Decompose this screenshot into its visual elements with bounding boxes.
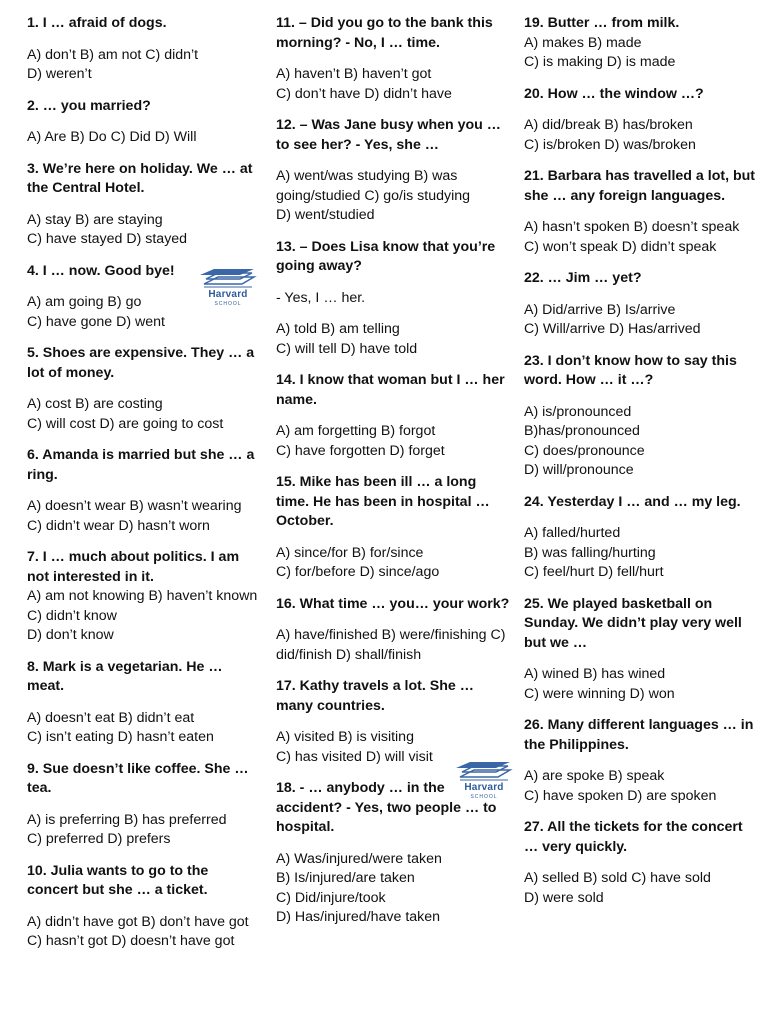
logo-subtitle: SCHOOL	[470, 794, 498, 800]
question-stem: 5. Shoes are expensive. They … a lot of money.	[27, 345, 255, 381]
answer-options: A) are spoke B) speak C) have spoken D) are spoken	[524, 768, 717, 804]
answer-options: A) Was/injured/were taken B) Is/injured/are taken C) Did/injure/took D) Has/injured/have taken	[276, 850, 442, 925]
question-22	[524, 269, 758, 340]
question-26	[524, 716, 758, 806]
answer-options: A) falled/hurted B) was falling/hurting C) feel/hurt D) fell/hurt	[524, 525, 664, 580]
question-2	[27, 97, 259, 148]
question-stem: 2. … you married?	[27, 97, 151, 114]
logo-subtitle: SCHOOL	[214, 301, 242, 307]
question-stem: 6. Amanda is married but she … a ring.	[27, 447, 255, 483]
question-stem: 12. – Was Jane busy when you … to see her? - Yes, she …	[276, 117, 501, 153]
question-stem: 25. We played basketball on Sunday. We didn’t play very well but we …	[524, 595, 742, 651]
question-11	[276, 14, 512, 104]
question-stem: 10. Julia wants to go to the concert but she … a ticket.	[27, 862, 209, 898]
question-stem: 3. We’re here on holiday. We … at the Central Hotel.	[27, 160, 253, 196]
question-15	[276, 473, 512, 583]
answer-options: A) have/finished B) were/finishing C) did/finish D) shall/finish	[276, 627, 506, 663]
answer-options: A) Did/arrive B) Is/arrive C) Will/arrive D) Has/arrived	[524, 301, 701, 337]
question-stem: 1. I … afraid of dogs.	[27, 15, 167, 31]
question-9	[27, 760, 259, 850]
question-stem: 24. Yesterday I … and … my leg.	[524, 493, 741, 510]
question-stem: 18. - … anybody … in the accident? - Yes, two people … to hospital.	[276, 780, 497, 835]
logo-name: Harvard	[208, 289, 248, 300]
answer-options: A) wined B) has wined C) were winning D) won	[524, 666, 675, 702]
harvard-school-logo	[196, 267, 260, 313]
answer-options: A) visited B) is visiting C) has visited D) will visit	[276, 729, 433, 765]
answer-options: A) selled B) sold C) have sold D) were sold	[524, 870, 711, 906]
question-19	[524, 14, 758, 73]
answer-options: A) went/was studying B) was going/studied C) go/is studying D) went/studied	[276, 168, 471, 223]
question-13	[276, 238, 512, 360]
answer-options: A) Are B) Do C) Did D) Will	[27, 129, 197, 145]
question-20	[524, 85, 758, 156]
question-16	[276, 595, 512, 666]
answer-options: A) don’t B) am not C) didn’t D) weren’t	[27, 46, 199, 82]
answer-options: A) told B) am telling C) will tell D) have told	[276, 321, 418, 357]
question-12	[276, 116, 512, 226]
question-stem: 11. – Did you go to the bank this morning? - No, I … time.	[276, 15, 493, 51]
question-10	[27, 862, 259, 952]
answer-extra-line: - Yes, I … her.	[276, 289, 366, 306]
answer-options: A) since/for B) for/since C) for/before D) since/ago	[276, 544, 440, 580]
harvard-school-logo	[452, 760, 516, 806]
question-1	[27, 14, 259, 85]
question-17	[276, 677, 512, 767]
answer-options: A) is/pronounced B)has/pronounced C) does/pronounce D) will/pronounce	[524, 403, 645, 478]
question-stem: 17. Kathy travels a lot. She … many countries.	[276, 678, 474, 714]
answer-options: A) cost B) are costing C) will cost D) are going to cost	[27, 396, 224, 432]
question-stem: 26. Many different languages … in the Philippines.	[524, 717, 754, 753]
answer-options: A) makes B) made C) is making D) is made	[524, 34, 676, 70]
logo-name: Harvard	[464, 782, 504, 793]
question-stem: 13. – Does Lisa know that you’re going away?	[276, 238, 496, 274]
question-stem: 21. Barbara has travelled a lot, but she … any foreign languages.	[524, 168, 756, 204]
question-21	[524, 167, 758, 257]
question-6	[27, 446, 259, 536]
answer-options: A) am forgetting B) forgot C) have forgotten D) forget	[276, 423, 445, 459]
answer-options: A) hasn’t spoken B) doesn’t speak C) won’t speak D) didn’t speak	[524, 219, 740, 255]
question-27	[524, 818, 758, 908]
question-stem: 4. I … now. Good bye!	[27, 262, 175, 279]
answer-options: A) didn’t have got B) don’t have got C) hasn’t got D) doesn’t have got	[27, 913, 249, 949]
question-24	[524, 493, 758, 583]
question-3	[27, 160, 259, 250]
question-stem: 7. I … much about politics. I am not interested in it.	[27, 549, 240, 585]
answer-options: A) is preferring B) has preferred C) preferred D) prefers	[27, 811, 227, 847]
column-1	[27, 14, 259, 964]
question-stem: 9. Sue doesn’t like coffee. She … tea.	[27, 760, 249, 796]
answer-options: A) am not knowing B) haven’t known C) didn’t know D) don’t know	[27, 588, 258, 643]
roof-icon	[452, 760, 516, 784]
answer-options: A) doesn’t eat B) didn’t eat C) isn’t eating D) hasn’t eaten	[27, 709, 214, 745]
question-stem: 20. How … the window …?	[524, 85, 704, 102]
question-stem: 16. What time … you… your work?	[276, 595, 510, 612]
question-23	[524, 352, 758, 481]
question-stem: 23. I don’t know how to say this word. How … it …?	[524, 352, 737, 388]
question-stem: 27. All the tickets for the concert … very quickly.	[524, 819, 743, 855]
answer-options: A) doesn’t wear B) wasn’t wearing C) didn’t wear D) hasn’t worn	[27, 498, 242, 534]
question-25	[524, 595, 758, 705]
question-14	[276, 371, 512, 461]
answer-options: A) did/break B) has/broken C) is/broken D) was/broken	[524, 117, 696, 153]
column-3	[524, 14, 758, 920]
answer-options: A) am going B) go C) have gone D) went	[27, 294, 166, 330]
answer-options: A) stay B) are staying C) have stayed D) stayed	[27, 211, 188, 247]
question-stem: 8. Mark is a vegetarian. He … meat.	[27, 658, 223, 694]
question-stem: 14. I know that woman but I … her name.	[276, 372, 505, 408]
question-7	[27, 548, 259, 646]
question-5	[27, 344, 259, 434]
question-stem: 19. Butter … from milk.	[524, 15, 680, 31]
question-stem: 22. … Jim … yet?	[524, 270, 642, 286]
question-8	[27, 658, 259, 748]
answer-options: A) haven’t B) haven’t got C) don’t have D) didn’t have	[276, 66, 452, 102]
question-stem: 15. Mike has been ill … a long time. He has been in hospital … October.	[276, 474, 490, 529]
roof-icon	[196, 267, 260, 291]
